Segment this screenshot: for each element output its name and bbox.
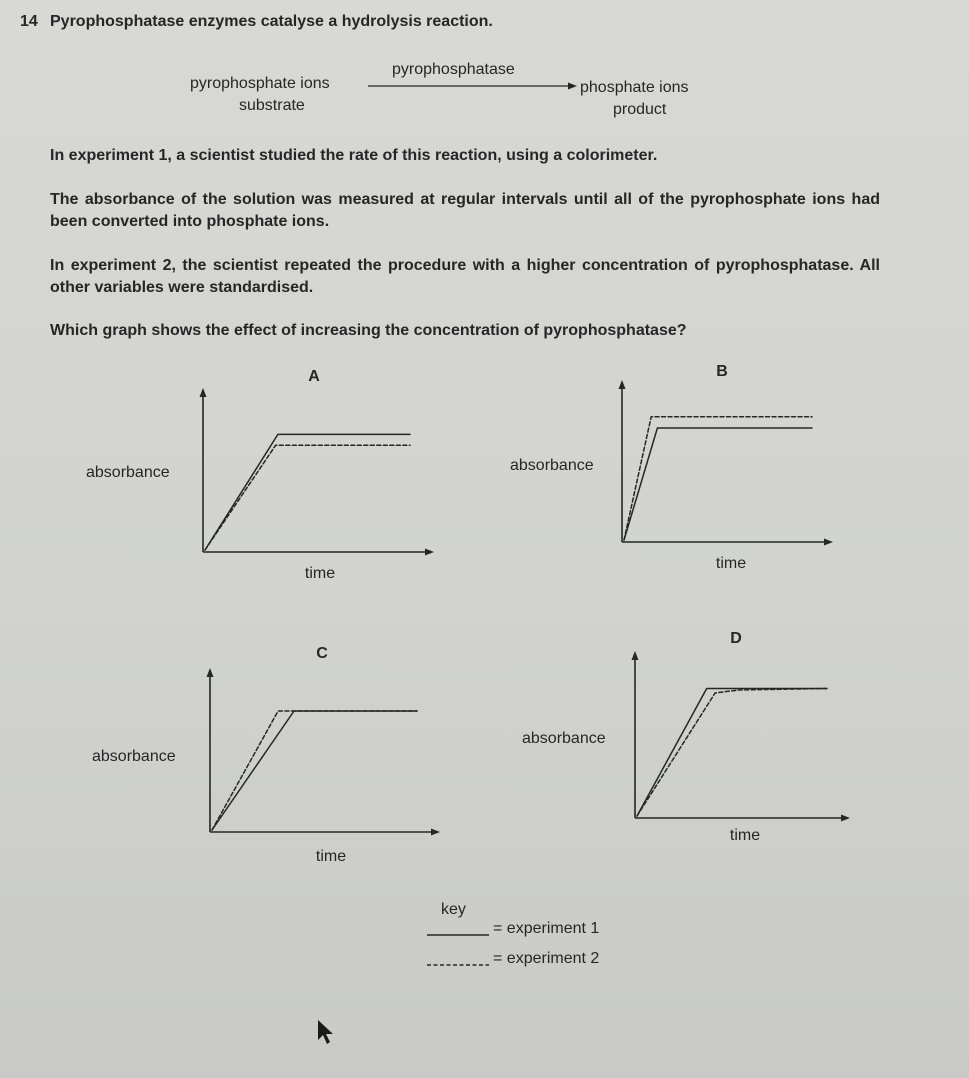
series-experiment-1-line: [205, 434, 410, 550]
y-axis-arrow-icon: [200, 388, 207, 397]
graph-option-label: D: [730, 630, 742, 647]
series-experiment-2-line: [624, 417, 812, 540]
x-axis-arrow-icon: [824, 539, 833, 546]
key-experiment-1: = experiment 1: [493, 920, 600, 937]
y-axis-arrow-icon: [207, 668, 214, 677]
y-axis-label: absorbance: [510, 457, 594, 474]
x-axis-label: time: [304, 565, 336, 582]
graph-c: [92, 645, 440, 865]
paragraph-experiment-2: In experiment 2, the scientist repeated the procedure with a higher concentration of pyrophosphatase. All other variables were standardised.: [50, 257, 880, 296]
mouse-cursor-icon: [318, 1020, 338, 1046]
graph-option-label: B: [716, 363, 728, 380]
y-axis-arrow-icon: [619, 380, 626, 389]
reaction-product: phosphate ions: [580, 79, 689, 96]
x-axis-label: time: [729, 827, 761, 844]
reaction-product-label: product: [613, 101, 667, 118]
x-axis-arrow-icon: [425, 549, 434, 556]
question-number: 14: [20, 13, 38, 30]
x-axis-label: time: [315, 848, 347, 865]
graph-option-label: C: [316, 645, 328, 662]
y-axis-label: absorbance: [92, 748, 176, 765]
graph-a: [86, 368, 434, 582]
graph-d: [522, 630, 850, 844]
x-axis-arrow-icon: [841, 815, 850, 822]
series-experiment-1-line: [637, 689, 827, 817]
key-title: key: [441, 901, 466, 918]
paragraph-absorbance: The absorbance of the solution was measured at regular intervals until all of the pyrophosphate ions had been converted into phosphate ions.: [50, 191, 880, 230]
reaction-substrate: pyrophosphate ions: [190, 75, 330, 92]
graph-b: [510, 363, 833, 572]
series-experiment-2-line: [205, 445, 410, 550]
x-axis-arrow-icon: [431, 829, 440, 836]
reaction-enzyme: pyrophosphatase: [392, 61, 515, 78]
paragraph-question: Which graph shows the effect of increasing the concentration of pyrophosphatase?: [50, 322, 687, 339]
graph-option-label: A: [308, 368, 320, 385]
key-experiment-2: = experiment 2: [493, 950, 600, 967]
series-experiment-1-line: [624, 428, 812, 540]
series-experiment-1-line: [212, 711, 417, 830]
series-experiment-2-line: [212, 711, 417, 830]
x-axis-label: time: [715, 555, 747, 572]
paragraph-experiment-1: In experiment 1, a scientist studied the rate of this reaction, using a colorimeter.: [50, 147, 658, 164]
reaction-substrate-label: substrate: [239, 97, 305, 114]
y-axis-arrow-icon: [632, 651, 639, 660]
question-title: Pyrophosphatase enzymes catalyse a hydrolysis reaction.: [50, 13, 493, 30]
series-experiment-2-line: [637, 689, 827, 817]
y-axis-label: absorbance: [522, 730, 606, 747]
y-axis-label: absorbance: [86, 464, 170, 481]
